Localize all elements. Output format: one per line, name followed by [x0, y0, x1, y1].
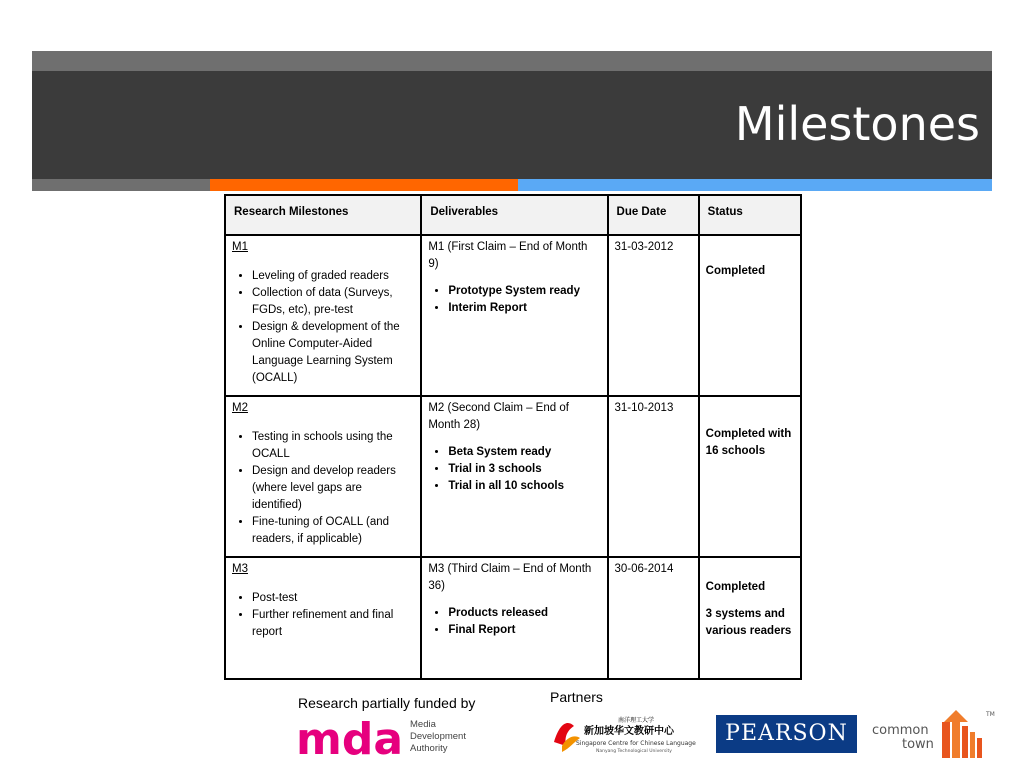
sccl-university: Nanyang Technological University	[596, 749, 672, 754]
pearson-logo: PEARSON	[716, 715, 857, 753]
list-item: • Beta System ready	[448, 444, 600, 461]
list-item: • Interim Report	[448, 300, 600, 317]
sccl-small-cn: 南洋理工大学	[618, 717, 655, 724]
list-item: • Prototype System ready	[448, 283, 600, 300]
claim-text: M3 (Third Claim – End of Month 36)	[428, 563, 592, 592]
milestone-label: M2	[232, 402, 248, 414]
list-item: • Fine-tuning of OCALL (and readers, if applicable)	[252, 514, 414, 548]
mda-logo-text: mda	[296, 716, 404, 760]
table-row	[225, 557, 801, 679]
list-item: • Testing in schools using the OCALL	[252, 429, 414, 463]
title-bar	[32, 71, 992, 179]
milestone-label: M1	[232, 241, 248, 253]
commontown-tm: TM	[986, 711, 995, 718]
list-item: • Post-test	[252, 590, 414, 607]
partners-label: Partners	[550, 689, 603, 705]
table-row	[225, 396, 801, 557]
milestone-cell	[225, 557, 421, 679]
claim-text: M2 (Second Claim – End of Month 28)	[428, 402, 569, 431]
header-status: Status	[699, 195, 801, 235]
milestone-cell	[225, 396, 421, 557]
list-item: • Trial in 3 schools	[448, 461, 600, 478]
status-cell	[699, 235, 801, 396]
table-header-row	[225, 195, 801, 235]
list-item: • Design & development of the Online Computer-Aided Language Learning System (OCALL)	[252, 319, 414, 387]
deliverables-cell	[421, 235, 607, 396]
accent-bar-gray	[32, 179, 210, 191]
list-item: • Design and develop readers (where level gaps are identified)	[252, 463, 414, 514]
milestone-cell	[225, 235, 421, 396]
status-cell	[699, 396, 801, 557]
claim-text: M1 (First Claim – End of Month 9)	[428, 241, 588, 270]
sccl-english: Singapore Centre for Chinese Language	[576, 740, 696, 747]
accent-bar-orange	[210, 179, 518, 191]
slide-title: Milestones	[734, 97, 980, 151]
commontown-line2: town	[902, 737, 934, 752]
due-date-cell: 31-10-2013	[608, 396, 699, 557]
status-text: 3 systems and various readers	[705, 608, 792, 637]
header-research-milestones: Research Milestones	[225, 195, 421, 235]
status-text: Completed	[705, 265, 766, 277]
top-bar	[32, 51, 992, 71]
sccl-title-cn: 新加坡华文教研中心	[584, 726, 674, 737]
deliverables-cell	[421, 557, 607, 679]
funded-by-label: Research partially funded by	[298, 695, 476, 711]
list-item: • Further refinement and final report	[252, 607, 414, 641]
status-text: Completed	[705, 581, 766, 593]
status-cell	[699, 557, 801, 679]
milestones-table	[224, 194, 802, 680]
due-date-cell: 31-03-2012	[608, 235, 699, 396]
header-deliverables: Deliverables	[421, 195, 607, 235]
list-item: • Products released	[448, 605, 600, 622]
list-item: • Leveling of graded readers	[252, 268, 414, 285]
status-text: Completed with 16 schools	[705, 428, 792, 457]
table-row	[225, 235, 801, 396]
due-date-cell: 30-06-2014	[608, 557, 699, 679]
header-due-date: Due Date	[608, 195, 699, 235]
list-item: • Final Report	[448, 622, 600, 639]
accent-bar-blue	[518, 179, 992, 191]
commontown-logo	[870, 708, 1000, 762]
deliverables-cell	[421, 396, 607, 557]
list-item: • Trial in all 10 schools	[448, 478, 600, 495]
list-item: • Collection of data (Surveys, FGDs, etc), pre-test	[252, 285, 414, 319]
sccl-logo	[548, 712, 710, 756]
mda-subtitle: Media Development Authority	[410, 719, 466, 754]
commontown-line1: common	[872, 723, 929, 738]
milestone-label: M3	[232, 563, 248, 575]
